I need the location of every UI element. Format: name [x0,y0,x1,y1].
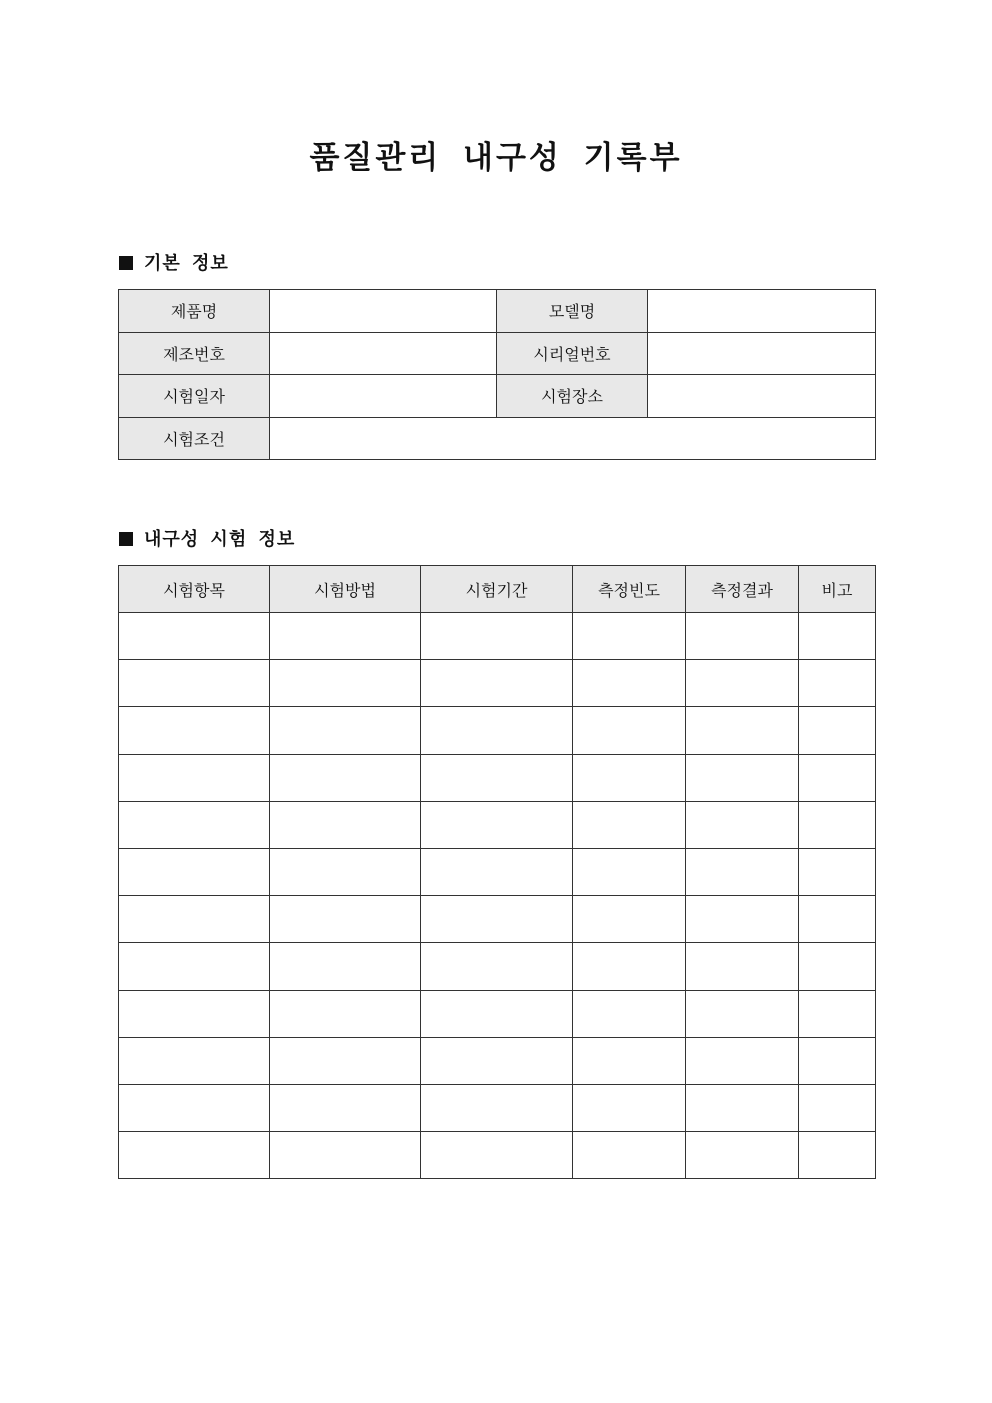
remarks-cell[interactable] [799,1084,876,1131]
measurement-frequency-cell[interactable] [573,848,686,895]
test-conditions-field[interactable] [270,417,876,460]
test-item-cell[interactable] [119,943,270,990]
column-header-test-period: 시험기간 [421,566,573,613]
section-heading-basic-info [119,252,229,276]
measurement-frequency-cell[interactable] [573,896,686,943]
section-heading-label: 내구성 시험 정보 [144,529,296,550]
measurement-frequency-cell[interactable] [573,660,686,707]
measurement-frequency-cell[interactable] [573,754,686,801]
table-row [119,375,876,418]
test-period-cell[interactable] [421,896,573,943]
table-row [119,707,876,754]
label-manufacture-number: 제조번호 [119,332,270,375]
measurement-result-cell[interactable] [686,848,799,895]
remarks-cell[interactable] [799,848,876,895]
test-item-cell[interactable] [119,707,270,754]
test-item-cell[interactable] [119,660,270,707]
test-item-cell[interactable] [119,990,270,1037]
test-method-cell[interactable] [270,990,421,1037]
test-date-field[interactable] [270,375,497,418]
test-period-cell[interactable] [421,754,573,801]
label-serial-number: 시리얼번호 [497,332,648,375]
remarks-cell[interactable] [799,613,876,660]
measurement-frequency-cell[interactable] [573,943,686,990]
table-row [119,1084,876,1131]
measurement-result-cell[interactable] [686,707,799,754]
table-row [119,848,876,895]
test-method-cell[interactable] [270,707,421,754]
table-row [119,1132,876,1179]
document-title: 품질관리 내구성 기록부 [309,140,683,176]
label-model-name: 모델명 [497,290,648,333]
basic-info-table [118,289,876,460]
measurement-result-cell[interactable] [686,1037,799,1084]
remarks-cell[interactable] [799,707,876,754]
table-row [119,801,876,848]
measurement-result-cell[interactable] [686,896,799,943]
remarks-cell[interactable] [799,660,876,707]
column-header-remarks: 비고 [799,566,876,613]
column-header-measurement-result: 측정결과 [686,566,799,613]
remarks-cell[interactable] [799,1132,876,1179]
table-row [119,754,876,801]
table-row [119,417,876,460]
test-period-cell[interactable] [421,1132,573,1179]
remarks-cell[interactable] [799,943,876,990]
measurement-result-cell[interactable] [686,1132,799,1179]
product-name-field[interactable] [270,290,497,333]
test-method-cell[interactable] [270,660,421,707]
test-period-cell[interactable] [421,1084,573,1131]
manufacture-number-field[interactable] [270,332,497,375]
measurement-result-cell[interactable] [686,943,799,990]
measurement-frequency-cell[interactable] [573,1132,686,1179]
measurement-frequency-cell[interactable] [573,707,686,754]
measurement-result-cell[interactable] [686,660,799,707]
test-method-cell[interactable] [270,848,421,895]
remarks-cell[interactable] [799,801,876,848]
test-item-cell[interactable] [119,754,270,801]
section-heading-durability-info [119,528,295,552]
measurement-result-cell[interactable] [686,1084,799,1131]
measurement-result-cell[interactable] [686,754,799,801]
label-test-conditions: 시험조건 [119,417,270,460]
table-row [119,943,876,990]
label-product-name: 제품명 [119,290,270,333]
test-method-cell[interactable] [270,943,421,990]
table-row [119,613,876,660]
test-period-cell[interactable] [421,943,573,990]
test-item-cell[interactable] [119,801,270,848]
square-bullet-icon [119,256,133,270]
test-item-cell[interactable] [119,1084,270,1131]
column-header-measurement-frequency: 측정빈도 [573,566,686,613]
test-item-cell[interactable] [119,1132,270,1179]
label-test-date: 시험일자 [119,375,270,418]
table-row [119,990,876,1037]
column-header-test-method: 시험방법 [270,566,421,613]
test-period-cell[interactable] [421,707,573,754]
test-item-cell[interactable] [119,896,270,943]
table-row [119,1037,876,1084]
label-test-location: 시험장소 [497,375,648,418]
measurement-frequency-cell[interactable] [573,613,686,660]
measurement-result-cell[interactable] [686,613,799,660]
table-row [119,290,876,333]
column-header-test-item: 시험항목 [119,566,270,613]
test-period-cell[interactable] [421,660,573,707]
test-location-field[interactable] [648,375,876,418]
remarks-cell[interactable] [799,1037,876,1084]
model-name-field[interactable] [648,290,876,333]
measurement-result-cell[interactable] [686,801,799,848]
measurement-frequency-cell[interactable] [573,801,686,848]
test-method-cell[interactable] [270,754,421,801]
measurement-frequency-cell[interactable] [573,1084,686,1131]
table-row [119,660,876,707]
section-heading-label: 기본 정보 [144,253,229,274]
test-item-cell[interactable] [119,848,270,895]
table-row [119,896,876,943]
remarks-cell[interactable] [799,990,876,1037]
test-period-cell[interactable] [421,801,573,848]
test-method-cell[interactable] [270,1084,421,1131]
table-row [119,332,876,375]
test-method-cell[interactable] [270,1132,421,1179]
remarks-cell[interactable] [799,896,876,943]
test-period-cell[interactable] [421,990,573,1037]
test-method-cell[interactable] [270,613,421,660]
test-period-cell[interactable] [421,848,573,895]
measurement-result-cell[interactable] [686,990,799,1037]
test-method-cell[interactable] [270,896,421,943]
test-method-cell[interactable] [270,801,421,848]
test-item-cell[interactable] [119,1037,270,1084]
test-method-cell[interactable] [270,1037,421,1084]
measurement-frequency-cell[interactable] [573,1037,686,1084]
test-period-cell[interactable] [421,1037,573,1084]
measurement-frequency-cell[interactable] [573,990,686,1037]
serial-number-field[interactable] [648,332,876,375]
table-header-row [119,566,876,613]
square-bullet-icon [119,532,133,546]
test-item-cell[interactable] [119,613,270,660]
test-period-cell[interactable] [421,613,573,660]
durability-test-table [118,565,876,1179]
remarks-cell[interactable] [799,754,876,801]
